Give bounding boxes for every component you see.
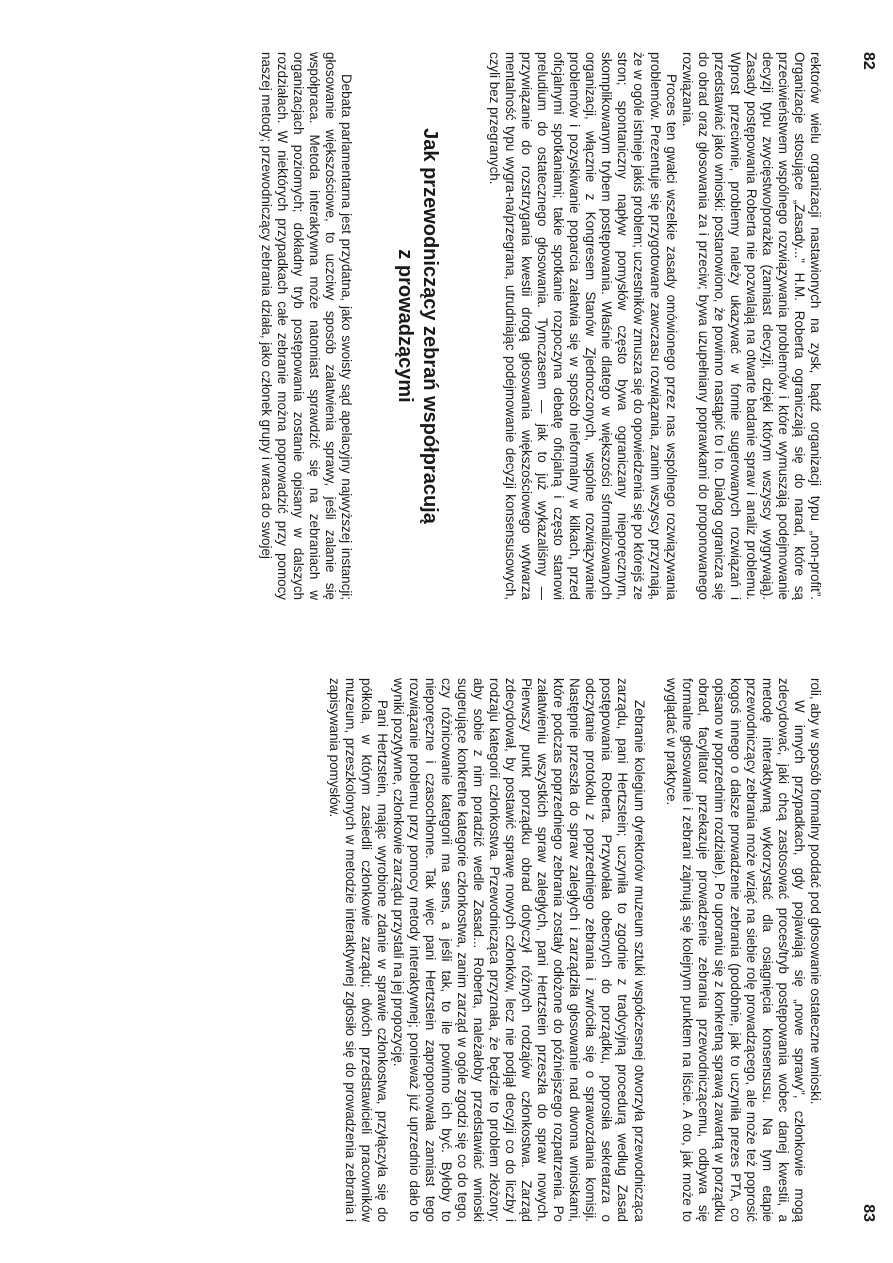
section-heading (392, 52, 442, 600)
page-number: 83 (860, 1204, 877, 1222)
right-page (0, 648, 893, 1258)
body-paragraph: Debata parlamentarna jest przydatna, jako swoisty sąd apelacyjny najwyższej instancji; głosowanie większościowe, to uczciwy sposób załatwienia sprawy, jeśli zalanie się współpraca. Metoda interaktywna może natomiast sprawdzić się na zebraniach w organizacjach poziomych; dokładny tryb postępowania zostanie opisany w dalszych rozdziałach. W niektórych przypadkach całe zebranie można poprowadzić przy pomocy naszej metody; przewodniczący zebrania działa, jako członek grupy i wraca do swojej (258, 52, 355, 600)
section-heading-line: z prowadzącymi (394, 249, 417, 403)
left-page (0, 18, 893, 628)
body-paragraph: roli, aby w sposób formalny poddać pod głosowanie ostateczne wnioski. (808, 678, 823, 1105)
body-paragraph: Pani Hertzstein, mając wyrobione zdanie w sprawie członkostwa, przyłączyła się do półkola, w którym zasiedli członkowie zarządu; dwóch przedstawicieli pracowników muzeum, przeszkolonych w metodzie interaktywnej zgłosiło się do prowadzenia zebrania i zapisywania pomysłów. (326, 678, 390, 1222)
body-paragraph: W innych przypadkach, gdy pojawiają się „nowe sprawy”, członkowie mogą zdecydować, jaki chcą zastosować proces/tryb postępowania wobec danej kwestii, a metodę interaktywną wykorzystać dla osiągnięcia konsensusu. Na tym etapie przewodniczący zebrania może wziąć na siebie rolę prowadzącego, ale może też poprosić kogoś innego o dalsze prowadzenie zebrania (podobnie, jak to uczyniła prezes PTA, co opisano w poprzednim rozdziale). Po uporaniu się z konkretną sprawą zawartą w porządku obrad, facylitator przekazuje prowadzenie zebrania przewodniczącemu, odbywa się formalne głosowanie i zebrani zajmują się kolejnym punktem na liście. A oto, jak może to wyglądać w praktyce. (663, 678, 807, 1222)
section-heading-line: Jak przewodniczący zebrań współpracują (419, 128, 442, 524)
body-paragraph: rektorów wielu organizacji nastawionych na zysk, bądź organizacji typu „non-profit”. Organizacje stosujące „Zasady...” H.M. Roberta ograniczają się do narad, które są przeciwieństwem wspólnego rozwiązywania problemów i które wymuszają podejmowanie decyzji typu zwycięstwo/porażka (zamiast decyzji, dzięki którym wszyscy wygrywają). Zasady postępowania Roberta nie pozwalają na otwarte badanie spraw i analiz problemu. Wprost przeciwnie, problemy należy ukazywać w formie sugerowanych rozwiązań i przedstawiać jako wnioski: postanowiono, że powinno nastąpić to i to. Dialog ogranicza się do obrad oraz głosowania za i przeciw; bywa uzupełniany poprawkami do proponowanego rozwiązania. (679, 52, 823, 600)
page-number: 82 (860, 52, 877, 70)
body-paragraph: Zebranie kolegium dyrektorów muzeum sztuki współczesnej otworzyła przewodnicząca zarządu, pani Hertzstein; uczyniła to zgodnie z tradycyjną procedurą według Zasad postępowania Roberta. Przywołała obecnych do porządku, poprosiła sekretarza o odczytanie protokołu z poprzedniego zebrania i zwróciła się o sprawozdania komisji. Następnie przeszła do spraw zaległych i zarządziła głosowanie nad dwoma wnioskami, które podczas poprzedniego zebrania zostały odłożone do późniejszego rozpatrzenia. Po załatwieniu wszystkich spraw zaległych, pani Hertzstein przeszła do spraw nowych. Pierwszy punkt porządku obrad dotyczył różnych rodzajów członkostwa. Zarząd zdecydował, by postawić sprawę nowych członków, lecz nie podjął decyzji co do liczby i rodzaju kategorii członkostwa. Przewodnicząca przyznała, że będzie to problem złożony; aby sobie z nim poradzić wedle Zasad... Roberta, należałoby przedstawiać wnioski sugerujące konkretne kategorie członkostwa, zanim zarząd w ogóle zgodzi się co do tego, czy różnicowanie kategorii ma sens, a jeśli tak, to ile powinno ich być. Byłoby to nieporęczne i czasochłonne. Tak więc pani Hertzstein zaproponowała zamiast tego rozwiązanie problemu przy pomocy metody interaktywnej; ponieważ już uprzednio dało to wyniki pozytywne, członkowie zarządu przystali na jej propozycję. (390, 678, 647, 1222)
body-paragraph: Proces ten gwałci wszelkie zasady omówionego przez nas wspólnego rozwiązywania problemów. Prezentuje się przygotowane zawczasu rozwiązania, zanim wszyscy przyznają, że w ogóle istnieje jakiś problem; uczestników zmusza się do opowiedzenia się po którejś ze stron; spontaniczny napływ pomysłów często bywa ograniczany nieporęcznym, skomplikowanym trybem postępowania. Właśnie dlatego w większości sformalizowanych organizacji, włącznie z Kongresem Stanów Zjednoczonych, wspólne rozwiązywanie problemów i pozyskiwanie poparcia załatwia się w sposób nieformalny w kilkach, przed oficjalnymi spotkaniami; takie spotkanie rozpoczyna debatę oficjalną i często stanowi preludium do ostatecznego głosowania. Tymczasem — jak to już wykazaliśmy — przywiązanie do rozstrzygania kwestii drogą głosowania większościowego wytwarza mentalność typu wygra-na/przegrana, utrudniając podejmowanie decyzji konsensusowych, czyli bez przegranych. (487, 52, 679, 600)
